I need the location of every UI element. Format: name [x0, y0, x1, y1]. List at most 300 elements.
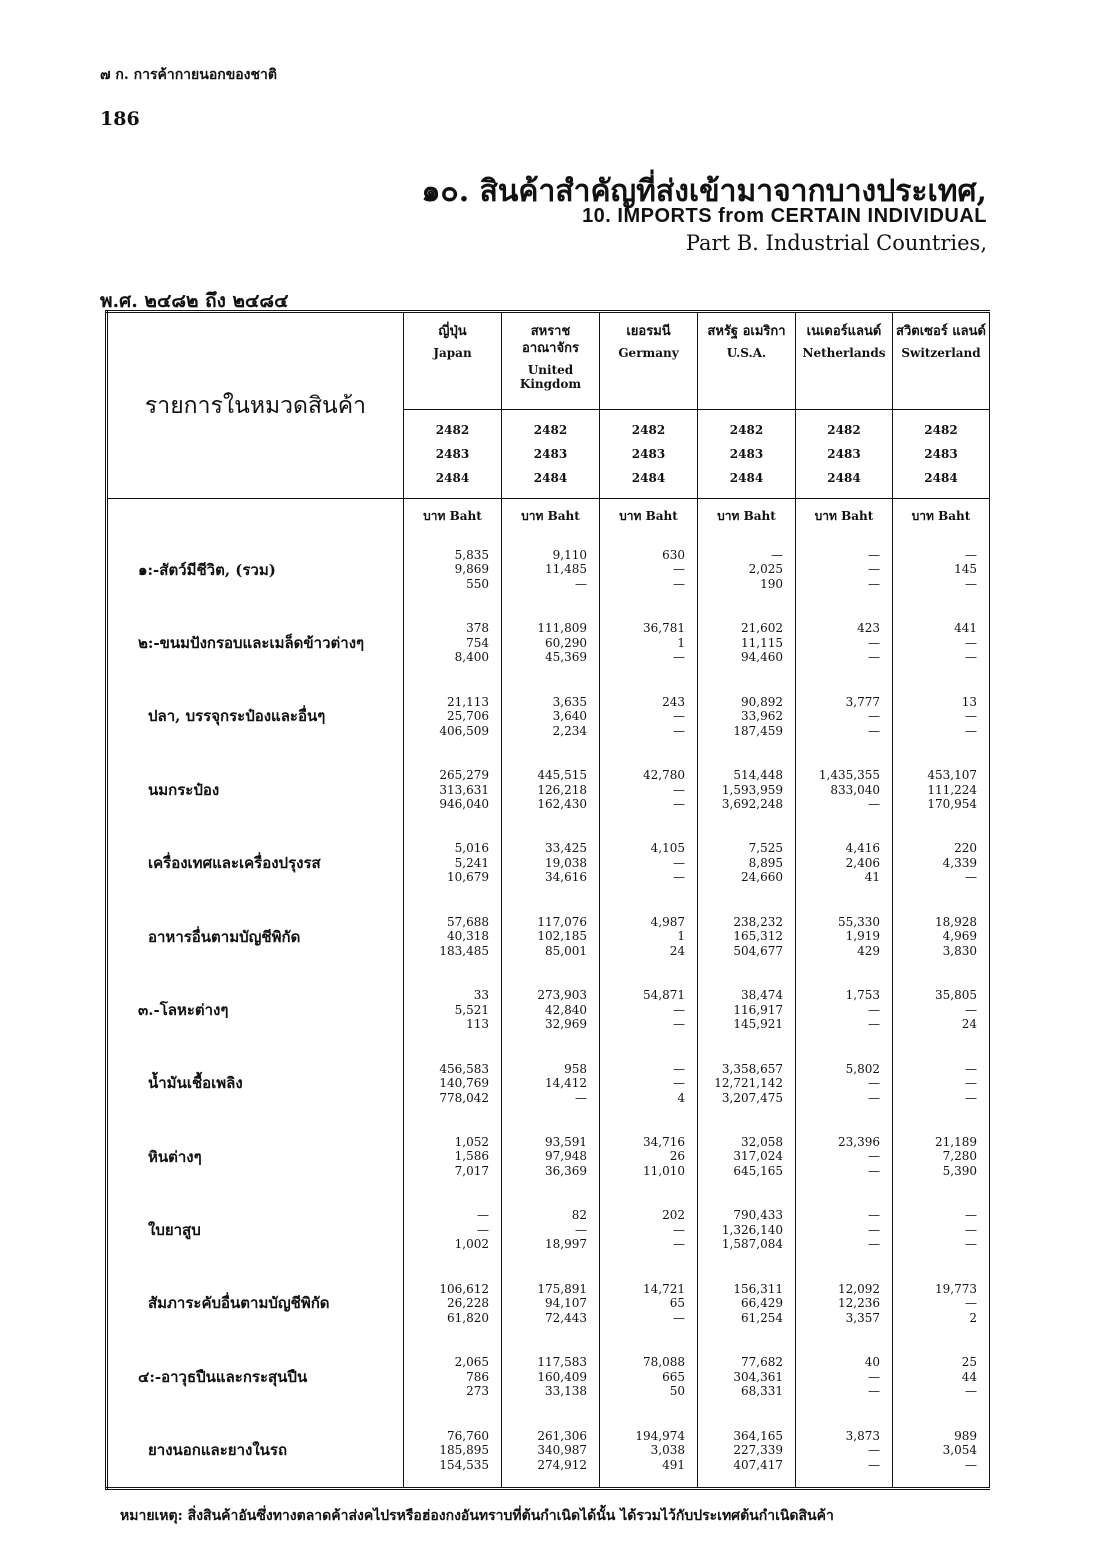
value-2484: 18,997 [545, 1237, 587, 1252]
value-2482: 243 [662, 694, 685, 709]
table-row [107, 1193, 990, 1266]
value-2482: 54,871 [643, 988, 685, 1003]
item-label: ๔:-อาวุธปืนและกระสุนปืน [138, 1367, 308, 1386]
value-2483: 227,339 [733, 1443, 783, 1457]
value-2484: 24,660 [741, 870, 783, 885]
value-cell [698, 900, 796, 973]
value-2484: — [965, 1384, 977, 1399]
value-cell [600, 1120, 698, 1193]
value-cell [502, 533, 600, 606]
value-2484: 187,459 [733, 723, 783, 738]
value-2484: 68,331 [741, 1384, 783, 1399]
value-2482: 21,189 [935, 1134, 977, 1149]
value-cell [404, 1414, 502, 1489]
value-2484: 170,954 [927, 797, 977, 812]
value-2482: 38,474 [741, 988, 783, 1003]
value-2484: — [673, 1310, 685, 1325]
value-cell [404, 533, 502, 606]
value-2482: 378 [466, 621, 489, 636]
value-2484: — [868, 650, 880, 665]
value-2484: 3,830 [942, 943, 977, 958]
value-2484: — [965, 1237, 977, 1252]
value-2482: 76,760 [447, 1428, 489, 1443]
value-2484: 11,010 [643, 1163, 685, 1178]
unit-label: บาท Baht [404, 499, 502, 534]
value-cell [600, 1047, 698, 1120]
title-thai: ๑๐. สินค้าสำคัญที่ส่งเข้ามาจากบางประเทศ, [421, 174, 987, 209]
value-2483: 2,406 [845, 855, 880, 870]
value-cell [502, 1267, 600, 1340]
value-2482: 106,612 [439, 1281, 489, 1296]
value-2483: — [673, 782, 685, 797]
value-2484: — [673, 723, 685, 738]
table-row [107, 753, 990, 826]
item-label: ยางนอกและยางในรถ [148, 1441, 288, 1460]
value-2484: 946,040 [439, 797, 489, 812]
value-2483: — [965, 1002, 977, 1017]
year-label: 2482 [533, 423, 568, 437]
year-label: 2484 [631, 471, 666, 485]
value-2484: 34,616 [545, 870, 587, 885]
value-2482: 32,058 [741, 1134, 783, 1149]
value-2484: 1,587,084 [721, 1237, 783, 1252]
value-2482: 790,433 [733, 1208, 783, 1223]
value-2482: 25 [961, 1355, 977, 1370]
value-2483: 304,361 [733, 1369, 783, 1384]
value-2484: 5,390 [942, 1163, 977, 1178]
value-2482: 57,688 [447, 914, 489, 929]
country-english: United Kingdom [519, 363, 582, 391]
value-2483: 4,969 [942, 929, 977, 944]
table-row [107, 1267, 990, 1340]
year-label: 2482 [924, 423, 958, 437]
value-2482: 33,425 [545, 841, 587, 856]
value-2484: 1,002 [454, 1237, 489, 1252]
value-2483: 12,236 [838, 1296, 880, 1311]
value-2482: 423 [857, 621, 880, 636]
table-row [107, 533, 990, 606]
country-thai: เยอรมนี [626, 324, 671, 339]
value-2484: 406,509 [439, 723, 489, 738]
year-label: 2483 [631, 447, 666, 461]
value-2482: 5,016 [454, 841, 489, 856]
value-2482: 78,088 [643, 1355, 685, 1370]
value-2484: 36,369 [545, 1163, 587, 1178]
value-2483: 786 [466, 1369, 489, 1384]
value-2484: 491 [662, 1457, 685, 1472]
value-cell [404, 1267, 502, 1340]
value-cell [698, 1120, 796, 1193]
value-2482: 364,165 [733, 1428, 783, 1443]
value-2484: 72,443 [545, 1310, 587, 1325]
value-cell [893, 1120, 990, 1193]
value-2482: 456,583 [439, 1061, 489, 1076]
value-cell [893, 973, 990, 1046]
value-2482: 40 [864, 1355, 880, 1370]
item-label: น้ำมันเชื้อเพลิง [148, 1074, 243, 1093]
value-2483: 1 [677, 929, 685, 944]
value-cell [404, 680, 502, 753]
value-2483: 66,429 [741, 1296, 783, 1311]
value-2484: 407,417 [733, 1457, 783, 1472]
value-2483: 1,586 [454, 1149, 489, 1164]
value-2482: — [965, 1061, 977, 1076]
value-2482: 156,311 [733, 1281, 783, 1296]
value-cell [698, 680, 796, 753]
value-2483: 3,038 [650, 1443, 685, 1457]
value-cell [600, 827, 698, 900]
value-2482: 3,358,657 [721, 1061, 783, 1076]
value-2484: — [965, 576, 977, 591]
value-2483: — [868, 1443, 880, 1457]
value-2483: 65 [669, 1296, 685, 1311]
country-thai: เนเดอร์แลนด์ [806, 324, 882, 339]
value-2483: 313,631 [439, 782, 489, 797]
year-label: 2482 [435, 423, 470, 437]
value-2483: 12,721,142 [714, 1076, 783, 1091]
value-2482: 441 [954, 621, 977, 636]
country-english: Netherlands [802, 346, 886, 360]
value-2483: 754 [466, 635, 489, 650]
table-row [107, 1047, 990, 1120]
value-2483: 11,115 [741, 635, 783, 650]
value-cell [698, 1267, 796, 1340]
value-cell [502, 680, 600, 753]
value-2483: 9,869 [454, 562, 489, 577]
value-cell [600, 1193, 698, 1266]
year-label: 2482 [729, 423, 764, 437]
value-2482: 1,052 [454, 1134, 489, 1149]
value-2482: 34,716 [643, 1134, 685, 1149]
value-cell [893, 753, 990, 826]
value-cell [893, 680, 990, 753]
country-header [502, 312, 600, 410]
subtitle-english: Part B. Industrial Countries, [685, 231, 987, 255]
value-2483: — [868, 1369, 880, 1384]
country-header [796, 312, 893, 410]
value-2483: 3,054 [942, 1443, 977, 1457]
value-2484: 3,207,475 [721, 1090, 783, 1105]
value-2482: 3,873 [845, 1428, 880, 1443]
value-2482: 9,110 [552, 547, 587, 562]
value-cell [600, 680, 698, 753]
value-2483: — [965, 1222, 977, 1237]
value-2483: 1,593,959 [721, 782, 783, 797]
value-2482: 175,891 [537, 1281, 587, 1296]
year-cell [698, 410, 796, 499]
value-cell [502, 973, 600, 1046]
value-2483: — [673, 1002, 685, 1017]
value-2484: — [868, 1457, 880, 1472]
value-2482: 21,113 [447, 694, 489, 709]
value-2483: 1,919 [845, 929, 880, 944]
unit-label: บาท Baht [600, 499, 698, 534]
footnote: หมายเหตุ: สิ่งสินค้าอันซึ่งทางตลาดค้าส่งคไปรหรือฮ่องกงอันทราบที่ต้นกำเนิดได้นั้น ได้รวมไว้กับประเทศต้นกำเนิดสินค้า [120, 1508, 834, 1524]
table-row [107, 1340, 990, 1413]
year-cell [404, 410, 502, 499]
value-2484: 3,692,248 [721, 797, 783, 812]
year-label: 2483 [729, 447, 764, 461]
year-cell [502, 410, 600, 499]
value-2483: 19,038 [545, 855, 587, 870]
item-label: ปลา, บรรจุกระป๋องและอื่นๆ [148, 707, 326, 726]
value-2484: — [673, 576, 685, 591]
value-2484: 61,254 [741, 1310, 783, 1325]
value-2484: — [868, 723, 880, 738]
value-cell [893, 1193, 990, 1266]
value-2484: 7,017 [454, 1163, 489, 1178]
value-2484: — [575, 1090, 587, 1105]
value-2483: 185,895 [439, 1443, 489, 1457]
value-2483: 317,024 [733, 1149, 783, 1164]
year-label: 2484 [827, 471, 861, 485]
value-2483: 33,962 [741, 709, 783, 724]
value-cell [502, 900, 600, 973]
value-2483: 4,339 [942, 855, 977, 870]
value-cell [698, 1414, 796, 1489]
value-2482: 265,279 [439, 768, 489, 783]
value-cell [404, 900, 502, 973]
value-2483: — [673, 855, 685, 870]
value-2483: — [477, 1222, 489, 1237]
value-2484: — [673, 650, 685, 665]
value-2483: — [868, 1002, 880, 1017]
value-2484: — [868, 1163, 880, 1178]
value-2483: 25,706 [447, 709, 489, 724]
value-2482: — [868, 547, 880, 562]
value-2484: 24 [669, 943, 685, 958]
value-cell [502, 1340, 600, 1413]
country-english: Germany [618, 346, 679, 360]
value-cell [502, 827, 600, 900]
value-cell [796, 1414, 893, 1489]
value-2483: 94,107 [545, 1296, 587, 1311]
value-2482: 82 [571, 1208, 587, 1223]
value-2484: 504,677 [733, 943, 783, 958]
value-cell [796, 973, 893, 1046]
value-cell [893, 1414, 990, 1489]
value-2482: 77,682 [741, 1355, 783, 1370]
value-2483: 102,185 [537, 929, 587, 944]
value-cell [404, 827, 502, 900]
value-2483: 3,640 [552, 709, 587, 724]
value-cell [404, 1193, 502, 1266]
value-cell [796, 606, 893, 679]
value-2482: 273,903 [537, 988, 587, 1003]
value-2482: 12,092 [838, 1281, 880, 1296]
value-2482: 630 [662, 547, 685, 562]
value-2484: — [868, 1090, 880, 1105]
value-2482: 90,892 [741, 694, 783, 709]
value-2484: 190 [760, 576, 783, 591]
value-2484: 24 [961, 1017, 977, 1032]
value-2482: — [965, 547, 977, 562]
value-cell [404, 1340, 502, 1413]
value-2484: — [673, 870, 685, 885]
year-label: 2484 [924, 471, 958, 485]
value-2484: 50 [669, 1384, 685, 1399]
value-2483: 665 [662, 1369, 685, 1384]
value-2484: 778,042 [439, 1090, 489, 1105]
value-cell [404, 1047, 502, 1120]
value-2484: — [868, 1017, 880, 1032]
value-2482: — [673, 1061, 685, 1076]
value-2483: — [868, 1222, 880, 1237]
value-2483: 40,318 [447, 929, 489, 944]
value-2483: 42,840 [545, 1002, 587, 1017]
value-2484: — [965, 1090, 977, 1105]
value-2483: 8,895 [748, 855, 783, 870]
unit-spacer [107, 499, 404, 534]
value-2483: 1,326,140 [721, 1222, 783, 1237]
country-header [404, 312, 502, 410]
value-2482: 18,928 [935, 914, 977, 929]
table-row [107, 973, 990, 1046]
value-2482: 3,777 [845, 694, 880, 709]
value-2483: 165,312 [733, 929, 783, 944]
row-header: รายการในหมวดสินค้า [107, 312, 404, 499]
value-2484: 33,138 [545, 1384, 587, 1399]
value-cell [893, 533, 990, 606]
value-2483: — [673, 1222, 685, 1237]
country-english: Switzerland [901, 346, 981, 360]
running-head: ๗ ก. การค้ากายนอกของชาติ [100, 67, 277, 83]
value-cell [796, 827, 893, 900]
value-cell [600, 606, 698, 679]
unit-label: บาท Baht [698, 499, 796, 534]
value-2484: — [965, 723, 977, 738]
value-2482: 55,330 [838, 914, 880, 929]
value-2484: — [868, 797, 880, 812]
table-row [107, 827, 990, 900]
table-row [107, 1414, 990, 1489]
value-cell [698, 533, 796, 606]
value-2483: 160,409 [537, 1369, 587, 1384]
value-cell [404, 606, 502, 679]
value-cell [502, 606, 600, 679]
value-2482: 117,583 [537, 1355, 587, 1370]
value-2484: 183,485 [439, 943, 489, 958]
value-2483: 340,987 [537, 1443, 587, 1457]
value-2483: 60,290 [545, 635, 587, 650]
value-2482: — [477, 1208, 489, 1223]
value-2483: 44 [961, 1369, 977, 1384]
value-cell [404, 753, 502, 826]
value-cell [698, 1340, 796, 1413]
value-2483: — [965, 1076, 977, 1091]
value-cell [600, 1414, 698, 1489]
value-2484: 2 [969, 1310, 977, 1325]
year-label: 2484 [729, 471, 764, 485]
value-cell [796, 680, 893, 753]
country-thai: ญี่ปุ่น [438, 324, 467, 339]
year-label: 2483 [924, 447, 958, 461]
country-english: U.S.A. [726, 346, 767, 360]
year-cell [796, 410, 893, 499]
value-2483: — [868, 1149, 880, 1164]
value-2482: 958 [564, 1061, 587, 1076]
value-2482: — [965, 1208, 977, 1223]
value-cell [698, 1193, 796, 1266]
value-2484: 429 [857, 943, 880, 958]
value-2484: 274,912 [537, 1457, 587, 1472]
year-label: 2483 [533, 447, 568, 461]
value-2484: 273 [466, 1384, 489, 1399]
value-2483: — [965, 635, 977, 650]
value-2483: 145 [954, 562, 977, 577]
value-2482: 989 [954, 1428, 977, 1443]
value-2484: — [673, 1017, 685, 1032]
value-cell [600, 1340, 698, 1413]
value-cell [698, 827, 796, 900]
value-2484: 113 [466, 1017, 489, 1032]
value-cell [796, 1340, 893, 1413]
value-cell [893, 606, 990, 679]
value-2482: 4,416 [845, 841, 880, 856]
value-2484: 85,001 [545, 943, 587, 958]
value-2483: 7,280 [942, 1149, 977, 1164]
value-2483: — [673, 562, 685, 577]
value-2482: 261,306 [537, 1428, 587, 1443]
value-2482: 33 [473, 988, 489, 1003]
value-2483: — [965, 1296, 977, 1311]
value-2482: 5,835 [454, 547, 489, 562]
value-2482: 445,515 [537, 768, 587, 783]
value-2482: 23,396 [838, 1134, 880, 1149]
value-2482: 19,773 [935, 1281, 977, 1296]
value-2482: — [771, 547, 783, 562]
value-2482: 1,753 [845, 988, 880, 1003]
value-2482: 21,602 [741, 621, 783, 636]
value-2482: 111,809 [537, 621, 587, 636]
value-2483: — [868, 1076, 880, 1091]
value-2484: 10,679 [447, 870, 489, 885]
value-cell [698, 973, 796, 1046]
value-2483: 5,241 [454, 855, 489, 870]
value-2483: 26 [669, 1149, 685, 1164]
year-cell [600, 410, 698, 499]
value-2482: 3,635 [552, 694, 587, 709]
value-cell [698, 1047, 796, 1120]
value-2484: 61,820 [447, 1310, 489, 1325]
value-2484: 550 [466, 576, 489, 591]
value-2483: 833,040 [830, 782, 880, 797]
value-2484: — [965, 870, 977, 885]
value-cell [893, 1047, 990, 1120]
page-number: 186 [100, 108, 140, 130]
value-2482: 514,448 [733, 768, 783, 783]
value-2483: — [673, 1076, 685, 1091]
value-2484: 3,357 [845, 1310, 880, 1325]
value-2482: 4,105 [650, 841, 685, 856]
year-label: 2482 [631, 423, 666, 437]
value-2483: — [965, 709, 977, 724]
value-2483: 97,948 [545, 1149, 587, 1164]
item-label: นมกระป๋อง [148, 780, 220, 799]
value-2483: 2,025 [748, 562, 783, 577]
value-2483: 116,917 [733, 1002, 783, 1017]
value-2484: — [868, 1384, 880, 1399]
value-2482: 93,591 [545, 1134, 587, 1149]
item-label: เครื่องเทศและเครื่องปรุงรส [148, 854, 321, 873]
table-row [107, 1120, 990, 1193]
item-label: สัมภาระคับอื่นตามบัญชีพิกัด [148, 1294, 330, 1313]
value-2484: 2,234 [552, 723, 587, 738]
year-label: 2482 [827, 423, 861, 437]
value-2482: — [868, 1208, 880, 1223]
value-2483: — [575, 1222, 587, 1237]
value-cell [600, 973, 698, 1046]
